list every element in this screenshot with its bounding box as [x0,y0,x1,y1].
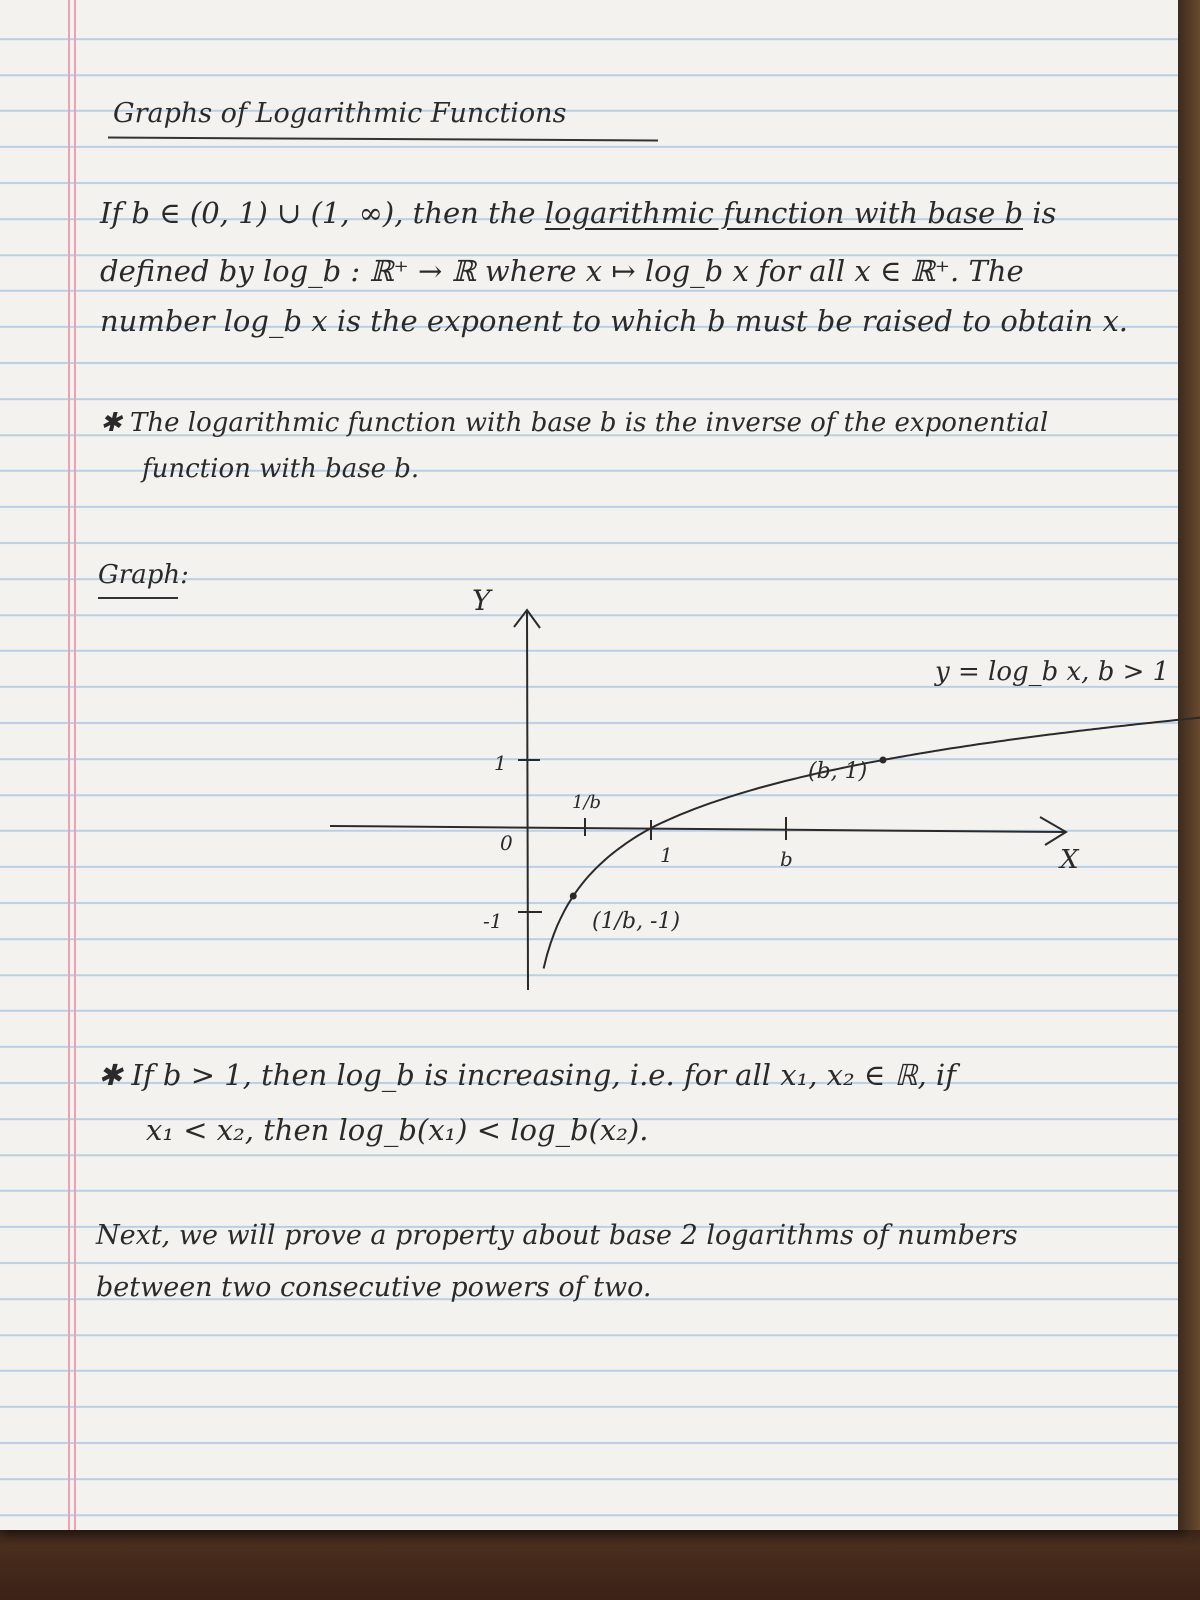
x-tick-label-b: b [780,847,793,871]
x-tick-label-inv-b: 1/b [572,792,602,813]
next-line-2: between two consecutive powers of two. [96,1272,652,1303]
graph-label: Graph: [98,560,189,590]
inverse-note-line-1: ✱ The logarithmic function with base b is the inverse of the exponential [100,408,1049,438]
curve-label: y = log_b x, b > 1 [935,657,1170,687]
x-axis [330,826,1065,832]
x-axis-label: X [1060,845,1079,875]
y-tick-label-neg1: -1 [483,909,503,933]
point-label-inv-b-neg1: (1/b, -1) [592,909,681,934]
y-axis-label: Y [472,584,491,617]
point-label-b-1: (b, 1) [808,759,868,784]
definition-line-2: defined by log_b : ℝ⁺ → ℝ where x ↦ log_b x for all x ∈ ℝ⁺. The [100,254,1024,288]
next-line-1: Next, we will prove a property about base 2 logarithms of numbers [96,1220,1018,1251]
definition-text: is [1023,196,1057,230]
y-tick-label-0: 0 [500,831,513,855]
increasing-note-line-2: x₁ < x₂, then log_b(x₁) < log_b(x₂). [146,1113,649,1147]
y-tick-label-1: 1 [494,751,507,775]
point-inv-b-neg1 [570,893,577,900]
y-axis [527,612,528,990]
definition-line-3: number log_b x is the exponent to which b must be raised to obtain x. [100,304,1129,338]
definition-text: If b ∈ (0, 1) ∪ (1, ∞), then the [100,196,545,230]
point-b-1 [879,757,886,764]
definition-term: logarithmic function with base b [544,196,1024,230]
increasing-note-line-1: ✱ If b > 1, then log_b is increasing, i.e. for all x₁, x₂ ∈ ℝ, if [98,1058,956,1092]
x-tick-label-1: 1 [660,843,673,867]
page-title: Graphs of Logarithmic Functions [113,98,567,129]
inverse-note-line-2: function with base b. [142,454,420,484]
